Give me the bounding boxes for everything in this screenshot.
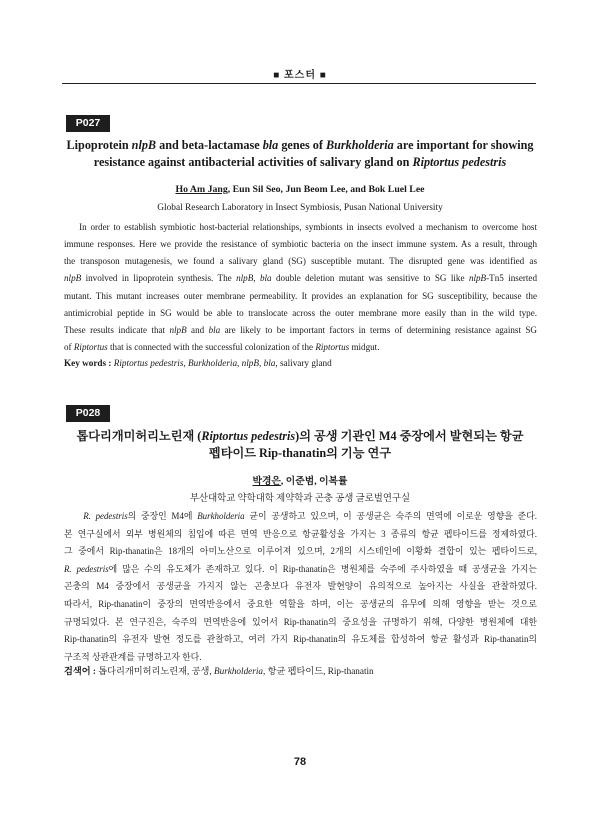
poster-title xyxy=(62,137,538,171)
poster-title-line: 펩타이드 Rip-thanatin의 기능 연구 xyxy=(208,446,392,460)
abstract-line: R. pedestris에 많은 수의 유도체가 존재하고 있다. 이 Rip-thanatin은 병원체를 숙주에 주사하였을 때 공생균을 가지는 xyxy=(64,563,537,574)
abstract-line: 그 중에서 Rip-thanatin은 18개의 아미노산으로 이루어져 있으며, 2개의 시스테인에 이황화 결합이 있는 펩타이드로, xyxy=(64,546,537,557)
poster-authors: 박경은, 이준범, 이복률 xyxy=(252,476,348,487)
poster-affiliation: Global Research Laboratory in Insect Symbiosis, Pusan National University xyxy=(157,203,443,213)
abstract-line: R. pedestris의 중장인 M4에 Burkholderia 균이 공생하고 있으며, 이 공생균은 숙주의 면역에 이로운 영향을 준다. xyxy=(83,511,537,521)
poster-title-line: resistance against antibacterial activities of salivary gland on Riptortus pedestris xyxy=(93,155,507,169)
poster-keywords xyxy=(64,358,537,368)
abstract-line: of Riptortus that is connected with the successful colonization of the Riptortus midgut. xyxy=(64,342,380,353)
abstract-line: immune responses. Here we provide the resistance of symbiotic bacteria on the insect immune system. As a result, through xyxy=(64,239,537,250)
abstract-line: 규명되었다. 본 연구진은, 숙주의 면역반응에 있어서 Rip-thanatin의 중요성을 규명하기 위해, 다양한 병원체에 대한 xyxy=(64,616,537,627)
poster-keywords xyxy=(64,663,537,677)
poster-title xyxy=(62,428,538,462)
poster-id-badge: P028 xyxy=(66,405,110,422)
abstract-line: 따라서, Rip-thanatin이 중장의 면역반응에서 중요한 역할을 하며, 이는 공생균의 유무에 의해 영향을 받는 것으로 xyxy=(64,598,537,609)
poster-abstract xyxy=(64,508,537,666)
abstract-line: 구조적 상관관계를 규명하고자 한다. xyxy=(64,651,202,662)
section-header: ■ 포스터 ■ xyxy=(273,70,327,81)
poster-authors: Ho Am Jang, Eun Sil Seo, Jun Beom Lee, and Bok Luel Lee xyxy=(175,184,425,195)
abstract-line: mutant. This mutant increases outer membrane permeability. It provides an explanation for SG susceptibility, because the xyxy=(64,290,537,301)
poster-abstract xyxy=(64,219,537,356)
abstract-line: 본 연구실에서 외부 병원체의 침입에 따른 면역 반응으로 항균활성을 가지는 3 종류의 항균 펩타이드를 정제하였다. xyxy=(64,528,537,539)
poster-title-line: Lipoprotein nlpB and beta-lactamase bla genes of Burkholderia are important for showing xyxy=(66,138,534,152)
page-number: 78 xyxy=(293,756,307,768)
keywords-label: Key words : xyxy=(64,358,112,368)
poster-title-line: 톱다리개미허리노린재 (Riptortus pedestris)의 공생 기관인 M4 중장에서 발현되는 항균 xyxy=(76,429,524,443)
abstract-line: nlpB involved in lipoprotein synthesis. The nlpB, bla double deletion mutant was sensitive to SG like nlpB-Tn5 inserted xyxy=(64,273,538,284)
abstract-line: In order to establish symbiotic host-bacterial relationships, symbionts in insects evolved a mechanism to overcome host xyxy=(64,222,537,232)
abstract-line: antimicrobial peptide in SG would be able to translocate across the outer membrane more easily than in the wild type. xyxy=(64,307,537,318)
poster-affiliation: 부산대학교 약학대학 제약학과 곤충 공생 글로벌연구실 xyxy=(189,494,410,504)
keywords-label: 검색어 : xyxy=(64,666,96,676)
abstract-line: the transposon mutagenesis, we found a salivary gland (SG) susceptible mutant. The disrupted gene was identified as xyxy=(64,256,537,267)
abstract-line: Rip-thanatin의 유전자 발현 정도를 관찰하고, 여러 가지 Rip-thanatin의 유도체를 합성하여 항균 활성과 Rip-thanatin의 xyxy=(64,634,537,645)
keywords-list: Riptortus pedestris, Burkholderia, nlpB, bla, salivary gland xyxy=(113,358,332,368)
poster-id-badge: P027 xyxy=(66,115,110,132)
keywords-list: 톱다리개미허리노린재, 공생, Burkholderia, 항균 펩타이드, Rip-thanatin xyxy=(95,666,374,676)
abstract-line: These results indicate that nlpB and bla are likely to be important factors in terms of determining resistance against SG xyxy=(64,324,537,335)
abstract-line: 곤충의 M4 중장에서 공생균을 가지지 않는 곤충보다 유전자 발현양이 유의적으로 높아지는 사실을 관찰하였다. xyxy=(64,581,537,592)
header-divider xyxy=(62,83,536,84)
